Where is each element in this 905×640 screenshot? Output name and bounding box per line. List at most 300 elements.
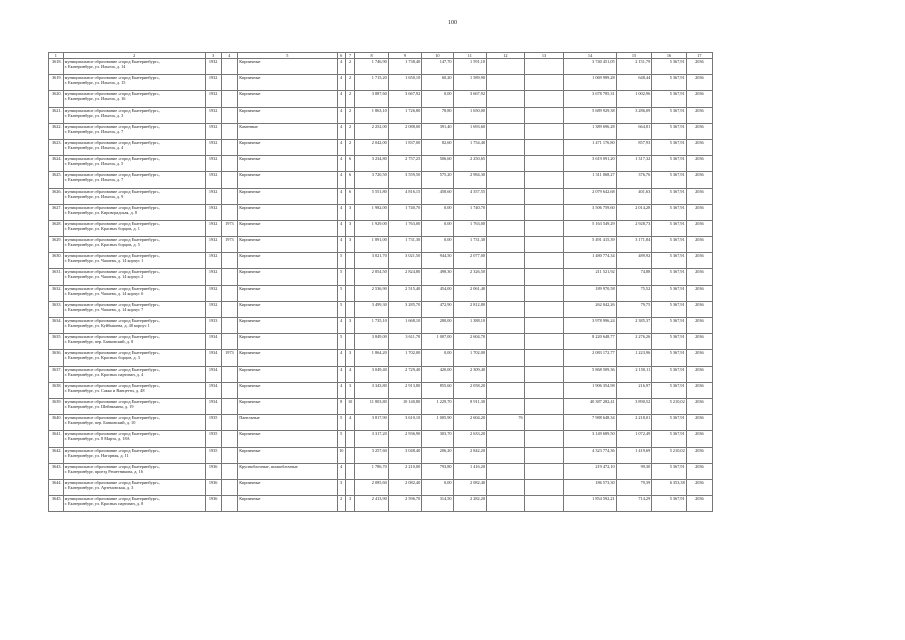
repair-year: 2036 <box>686 350 712 366</box>
owner-text: муниципальное образование «город Екатеринбург», <box>64 237 160 243</box>
column-number: 7 <box>345 53 354 59</box>
year-built: 1936 <box>205 479 221 495</box>
entrances: 2 <box>345 107 354 123</box>
column-number: 10 <box>422 53 453 59</box>
premises-area: 1 731,30 <box>388 237 421 253</box>
premises-area: 1 668,10 <box>388 318 421 334</box>
wall-material: Кирпичные <box>238 156 337 172</box>
total-area: 1 929,00 <box>355 220 388 236</box>
year-reconstruction <box>221 59 238 75</box>
row-number: 3640. <box>49 415 64 431</box>
cost-per-sqm: 2 385,37 <box>616 318 652 334</box>
owner-text: муниципальное образование «город Екатеринбург», <box>64 204 160 210</box>
column-12 <box>487 107 525 123</box>
owner-address <box>63 334 205 350</box>
residential-area: 8 911,30 <box>453 398 486 414</box>
owner-address <box>63 398 205 414</box>
repair-cost: 5 868 509,36 <box>564 366 616 382</box>
floors: 10 <box>337 447 345 463</box>
table-row <box>49 398 713 414</box>
entrances: 3 <box>345 382 354 398</box>
repair-cost: 3 740 451,05 <box>564 59 616 75</box>
table-row <box>49 431 713 447</box>
repair-year: 2036 <box>686 431 712 447</box>
floors: 3 <box>337 479 345 495</box>
column-13 <box>524 253 564 269</box>
non-residential-area: 855,60 <box>422 382 453 398</box>
cost-per-sqm: 857,93 <box>616 139 652 155</box>
column-13 <box>524 107 564 123</box>
address-text: г. Екатеринбург, ул. Красных борцов, д. 1 <box>64 225 140 231</box>
entrances <box>345 301 354 317</box>
wall-material: Каменные <box>238 123 337 139</box>
repair-cost: 5 689 929,38 <box>564 107 616 123</box>
column-13 <box>524 59 564 75</box>
repair-cost: 219 472,10 <box>564 463 616 479</box>
column-12 <box>487 269 525 285</box>
wall-material: Панельные <box>238 415 337 431</box>
premises-area: 3 610,10 <box>388 415 421 431</box>
row-number: 3642. <box>49 447 64 463</box>
address-text: г. Екатеринбург, ул. Сакко и Ванцетти, д. 48 <box>64 387 145 393</box>
total-area: 3 049,40 <box>355 366 388 382</box>
total-area: 3 021,70 <box>355 253 388 269</box>
repair-year: 2036 <box>686 496 712 512</box>
wall-material: Кирпичные <box>238 301 337 317</box>
floors: 4 <box>337 237 345 253</box>
limit-cost: 5 367,91 <box>652 285 687 301</box>
owner-address <box>63 220 205 236</box>
column-12 <box>487 139 525 155</box>
total-area: 2 854,50 <box>355 269 388 285</box>
wall-material: Кирпичные <box>238 479 337 495</box>
owner-address <box>63 91 205 107</box>
floors: 5 <box>337 285 345 301</box>
column-12 <box>487 366 525 382</box>
table-row <box>49 156 713 172</box>
year-reconstruction <box>221 479 238 495</box>
residential-area: 3 667,92 <box>453 91 486 107</box>
cost-per-sqm: 2 276,26 <box>616 334 652 350</box>
column-13 <box>524 75 564 91</box>
entrances: 6 <box>345 172 354 188</box>
address-text: г. Екатеринбург, ул. Куйбышева, д. 48 корпус 1 <box>64 323 150 328</box>
limit-cost: 5 367,91 <box>652 415 687 431</box>
address-text: г. Екатеринбург, ул. Ильича, д. 16 <box>64 96 126 102</box>
column-13 <box>524 269 564 285</box>
cost-per-sqm: 1 002,96 <box>616 91 652 107</box>
residential-area: 1 763,00 <box>453 220 486 236</box>
row-number: 3630. <box>49 253 64 269</box>
total-area: 2 042,00 <box>355 139 388 155</box>
non-residential-area: 506,60 <box>422 156 453 172</box>
cost-per-sqm: 79,39 <box>616 479 652 495</box>
table-row <box>49 496 713 512</box>
owner-address <box>63 318 205 334</box>
repair-year: 2036 <box>686 139 712 155</box>
owner-address <box>63 350 205 366</box>
owner-address <box>63 172 205 188</box>
residential-area: 2 604,20 <box>453 415 486 431</box>
wall-material: Кирпичные <box>238 496 337 512</box>
limit-cost: 5 367,91 <box>652 318 687 334</box>
residential-area: 2 984,30 <box>453 172 486 188</box>
floors: 4 <box>337 75 345 91</box>
limit-cost: 5 367,91 <box>652 123 687 139</box>
table-row <box>49 204 713 220</box>
table-row <box>49 220 713 236</box>
non-residential-area: 458,60 <box>422 188 453 204</box>
residential-area: 2 077,00 <box>453 253 486 269</box>
column-number: 12 <box>487 53 525 59</box>
column-12 <box>487 398 525 414</box>
premises-area: 1 738,40 <box>388 59 421 75</box>
column-13 <box>524 350 564 366</box>
floors: 5 <box>337 415 345 431</box>
year-reconstruction <box>221 463 238 479</box>
floors: 4 <box>337 463 345 479</box>
repair-year: 2036 <box>686 220 712 236</box>
column-13 <box>524 172 564 188</box>
limit-cost: 5 367,91 <box>652 156 687 172</box>
residential-area: 1 416,20 <box>453 463 486 479</box>
year-reconstruction <box>221 156 238 172</box>
total-area: 3 887,60 <box>355 91 388 107</box>
wall-material: Кирпичные <box>238 172 337 188</box>
limit-cost: 5 367,91 <box>652 431 687 447</box>
wall-material: Кирпичные <box>238 204 337 220</box>
limit-cost: 5 367,91 <box>652 382 687 398</box>
owner-text: муниципальное образование «город Екатеринбург», <box>64 123 160 129</box>
row-number: 3618. <box>49 59 64 75</box>
address-text: г. Екатеринбург, проезд Решетникова, д. 16 <box>64 468 143 474</box>
row-number: 3636. <box>49 350 64 366</box>
year-built: 1934 <box>205 382 221 398</box>
cost-per-sqm: 714,29 <box>616 496 652 512</box>
row-number: 3638. <box>49 382 64 398</box>
non-residential-area: 944,50 <box>422 253 453 269</box>
year-reconstruction <box>221 172 238 188</box>
owner-address <box>63 139 205 155</box>
premises-area: 1 837,00 <box>388 139 421 155</box>
total-area: 1 891,00 <box>355 237 388 253</box>
year-reconstruction <box>221 91 238 107</box>
entrances: 2 <box>345 139 354 155</box>
repair-year: 2036 <box>686 398 712 414</box>
limit-cost: 5 367,91 <box>652 59 687 75</box>
year-built: 1935 <box>205 447 221 463</box>
residential-area: 1 693,60 <box>453 123 486 139</box>
repair-cost: 1 389 696,28 <box>564 123 616 139</box>
wall-material: Кирпичные <box>238 431 337 447</box>
non-residential-area: 1 229,70 <box>422 398 453 414</box>
column-number: 9 <box>388 53 421 59</box>
year-built: 1932 <box>205 188 221 204</box>
residential-area: 1 754,40 <box>453 139 486 155</box>
entrances: 6 <box>345 188 354 204</box>
table-row <box>49 447 713 463</box>
limit-cost: 5 367,91 <box>652 139 687 155</box>
wall-material: Кирпичные <box>238 366 337 382</box>
owner-address <box>63 75 205 91</box>
row-number: 3634. <box>49 318 64 334</box>
residential-area: 2 812,80 <box>453 301 486 317</box>
column-number: 17 <box>686 53 712 59</box>
column-12 <box>487 318 525 334</box>
column-13 <box>524 285 564 301</box>
repair-cost: 211 521,92 <box>564 269 616 285</box>
table-row <box>49 139 713 155</box>
total-area: 2 252,00 <box>355 123 388 139</box>
owner-text: муниципальное образование «город Екатеринбург», <box>64 415 160 421</box>
address-text: г. Екатеринбург, ул. Ильича, д. 15 <box>64 80 126 86</box>
limit-cost: 6 353,38 <box>652 479 687 495</box>
repair-cost: 1 480 774,34 <box>564 253 616 269</box>
owner-text: муниципальное образование «город Екатеринбург», <box>64 269 160 275</box>
table-row <box>49 382 713 398</box>
owner-address <box>63 253 205 269</box>
non-residential-area: 78,80 <box>422 107 453 123</box>
owner-text: муниципальное образование «город Екатеринбург», <box>64 91 160 97</box>
repair-cost: 3 619 091,20 <box>564 156 616 172</box>
entrances <box>345 447 354 463</box>
year-reconstruction <box>221 415 238 431</box>
owner-text: муниципальное образование «город Екатеринбург», <box>64 59 160 64</box>
premises-area: 1 740,70 <box>388 204 421 220</box>
year-built: 1932 <box>205 204 221 220</box>
address-text: г. Екатеринбург, ул. Ильича, д. 14 <box>64 64 126 69</box>
year-built: 1935 <box>205 415 221 431</box>
repair-cost: 1 906 354,98 <box>564 382 616 398</box>
total-area: 5 551,80 <box>355 188 388 204</box>
column-13 <box>524 431 564 447</box>
repair-year: 2036 <box>686 91 712 107</box>
residential-area: 1 731,30 <box>453 237 486 253</box>
year-built: 1932 <box>205 285 221 301</box>
wall-material: Кирпичные <box>238 139 337 155</box>
repair-year: 2036 <box>686 463 712 479</box>
column-13 <box>524 188 564 204</box>
entrances <box>345 463 354 479</box>
column-12 <box>487 496 525 512</box>
entrances: 3 <box>345 350 354 366</box>
owner-address <box>63 107 205 123</box>
owner-text: муниципальное образование «город Екатеринбург», <box>64 285 160 291</box>
floors: 4 <box>337 107 345 123</box>
non-residential-area: 147,70 <box>422 59 453 75</box>
total-area: 3 499,30 <box>355 301 388 317</box>
row-number: 3627. <box>49 204 64 220</box>
row-number: 3632. <box>49 285 64 301</box>
residential-area: 1 740,70 <box>453 204 486 220</box>
year-built: 1932 <box>205 220 221 236</box>
column-13 <box>524 382 564 398</box>
entrances <box>345 479 354 495</box>
row-number: 3619. <box>49 75 64 91</box>
repair-cost: 5 163 549,29 <box>564 220 616 236</box>
owner-address <box>63 237 205 253</box>
entrances: 10 <box>345 398 354 414</box>
entrances: 3 <box>345 318 354 334</box>
page-number: 100 <box>448 20 457 26</box>
table-row <box>49 75 713 91</box>
limit-cost: 5 367,91 <box>652 204 687 220</box>
cost-per-sqm: 1 419,69 <box>616 447 652 463</box>
column-12 <box>487 463 525 479</box>
wall-material: Кирпичные <box>238 285 337 301</box>
address-text: г. Екатеринбург, ул. Чапаева, д. 14 корпус 6 <box>64 290 144 296</box>
floors: 5 <box>337 301 345 317</box>
floors: 4 <box>337 204 345 220</box>
year-reconstruction: 1973 <box>221 350 238 366</box>
row-number: 3639. <box>49 398 64 414</box>
owner-text: муниципальное образование «город Екатеринбург», <box>64 350 160 356</box>
total-area: 3 317,20 <box>355 431 388 447</box>
row-number: 3644. <box>49 479 64 495</box>
residential-area: 4 357,55 <box>453 188 486 204</box>
total-area: 3 343,80 <box>355 382 388 398</box>
year-built: 1932 <box>205 59 221 75</box>
column-12 <box>487 188 525 204</box>
limit-cost: 5 367,91 <box>652 75 687 91</box>
row-number: 3625. <box>49 172 64 188</box>
address-text: г. Екатеринбург, ул. Чапаева, д. 14 корпус 1 <box>64 258 144 264</box>
floors: 5 <box>337 431 345 447</box>
limit-cost: 5 367,91 <box>652 496 687 512</box>
repair-year: 2036 <box>686 156 712 172</box>
owner-text: муниципальное образование «город Екатеринбург», <box>64 220 160 226</box>
column-13 <box>524 415 564 431</box>
column-12 <box>487 59 525 75</box>
column-13 <box>524 463 564 479</box>
owner-address <box>63 285 205 301</box>
year-built: 1933 <box>205 318 221 334</box>
column-12 <box>487 220 525 236</box>
repair-year: 2036 <box>686 107 712 123</box>
address-text: г. Екатеринбург, ул. Ильича, д. 4 <box>64 144 124 150</box>
total-area: 3 817,90 <box>355 415 388 431</box>
entrances <box>345 269 354 285</box>
cost-per-sqm: 2 014,28 <box>616 204 652 220</box>
table-row <box>49 59 713 75</box>
owner-text: муниципальное образование «город Екатеринбург», <box>64 318 160 323</box>
row-number: 3623. <box>49 139 64 155</box>
column-12 <box>487 253 525 269</box>
column-13 <box>524 139 564 155</box>
repair-year: 2036 <box>686 188 712 204</box>
wall-material: Кирпичные <box>238 269 337 285</box>
total-area: 1 735,10 <box>355 318 388 334</box>
premises-area: 3 285,70 <box>388 301 421 317</box>
year-reconstruction: 1973 <box>221 237 238 253</box>
repair-cost: 186 573,30 <box>564 479 616 495</box>
premises-area: 2 936,90 <box>388 431 421 447</box>
table-row <box>49 107 713 123</box>
column-number: 6 <box>337 53 345 59</box>
non-residential-area: 82,60 <box>422 139 453 155</box>
year-reconstruction <box>221 496 238 512</box>
limit-cost: 5 367,91 <box>652 463 687 479</box>
repair-cost: 3 978 996,24 <box>564 318 616 334</box>
total-area: 1 746,90 <box>355 59 388 75</box>
address-text: г. Екатеринбург, ул. Нагорная, д. 11 <box>64 452 129 458</box>
owner-text: муниципальное образование «город Екатеринбург», <box>64 156 160 162</box>
non-residential-area: 0,00 <box>422 237 453 253</box>
column-12 <box>487 204 525 220</box>
table-row <box>49 188 713 204</box>
floors: 5 <box>337 253 345 269</box>
owner-address <box>63 463 205 479</box>
limit-cost: 5 367,91 <box>652 350 687 366</box>
total-area: 1 982,00 <box>355 204 388 220</box>
wall-material: Кирпичные <box>238 188 337 204</box>
entrances <box>345 431 354 447</box>
row-number: 3631. <box>49 269 64 285</box>
non-residential-area: 314,50 <box>422 496 453 512</box>
entrances: 4 <box>345 366 354 382</box>
entrances: 3 <box>345 220 354 236</box>
cost-per-sqm: 489,92 <box>616 253 652 269</box>
wall-material: Кирпичные <box>238 253 337 269</box>
premises-area: 2 757,25 <box>388 156 421 172</box>
cost-per-sqm: 2 151,79 <box>616 59 652 75</box>
row-number: 3645. <box>49 496 64 512</box>
column-13 <box>524 156 564 172</box>
address-text: г. Екатеринбург, ул. Ильича, д. 9 <box>64 193 124 199</box>
limit-cost: 5 367,91 <box>652 237 687 253</box>
premises-area: 1 650,10 <box>388 75 421 91</box>
entrances <box>345 334 354 350</box>
column-13 <box>524 318 564 334</box>
total-area: 2 413,90 <box>355 496 388 512</box>
wall-material: Кирпичные <box>238 447 337 463</box>
year-reconstruction <box>221 75 238 91</box>
housing-register-table <box>48 52 713 512</box>
wall-material: Кирпичные <box>238 350 337 366</box>
column-number: 16 <box>652 53 687 59</box>
residential-area: 2 082,40 <box>453 479 486 495</box>
year-reconstruction <box>221 318 238 334</box>
non-residential-area: 420,00 <box>422 366 453 382</box>
repair-cost: 189 970,58 <box>564 285 616 301</box>
year-built: 1932 <box>205 107 221 123</box>
address-text: г. Екатеринбург, ул. Красных борцов, д. 3 <box>64 355 140 361</box>
residential-area: 2 309,40 <box>453 366 486 382</box>
total-area: 1 863,10 <box>355 107 388 123</box>
repair-cost: 7 988 648,34 <box>564 415 616 431</box>
floors: 5 <box>337 334 345 350</box>
premises-area: 2 088,00 <box>388 123 421 139</box>
premises-area: 2 596,70 <box>388 496 421 512</box>
non-residential-area: 303,70 <box>422 431 453 447</box>
repair-year: 2036 <box>686 334 712 350</box>
row-number: 3629. <box>49 237 64 253</box>
year-reconstruction <box>221 123 238 139</box>
non-residential-area: 454,00 <box>422 285 453 301</box>
year-reconstruction <box>221 334 238 350</box>
floors: 4 <box>337 350 345 366</box>
residential-area: 2 842,20 <box>453 447 486 463</box>
row-number: 3641. <box>49 431 64 447</box>
limit-cost: 5 367,91 <box>652 366 687 382</box>
owner-address <box>63 301 205 317</box>
wall-material: Кирпичные <box>238 382 337 398</box>
owner-text: муниципальное образование «город Екатеринбург», <box>64 496 160 502</box>
cost-per-sqm: 75,52 <box>616 285 652 301</box>
limit-cost: 5 367,91 <box>652 253 687 269</box>
entrances: 2 <box>345 123 354 139</box>
repair-cost: 5 491 415,39 <box>564 237 616 253</box>
